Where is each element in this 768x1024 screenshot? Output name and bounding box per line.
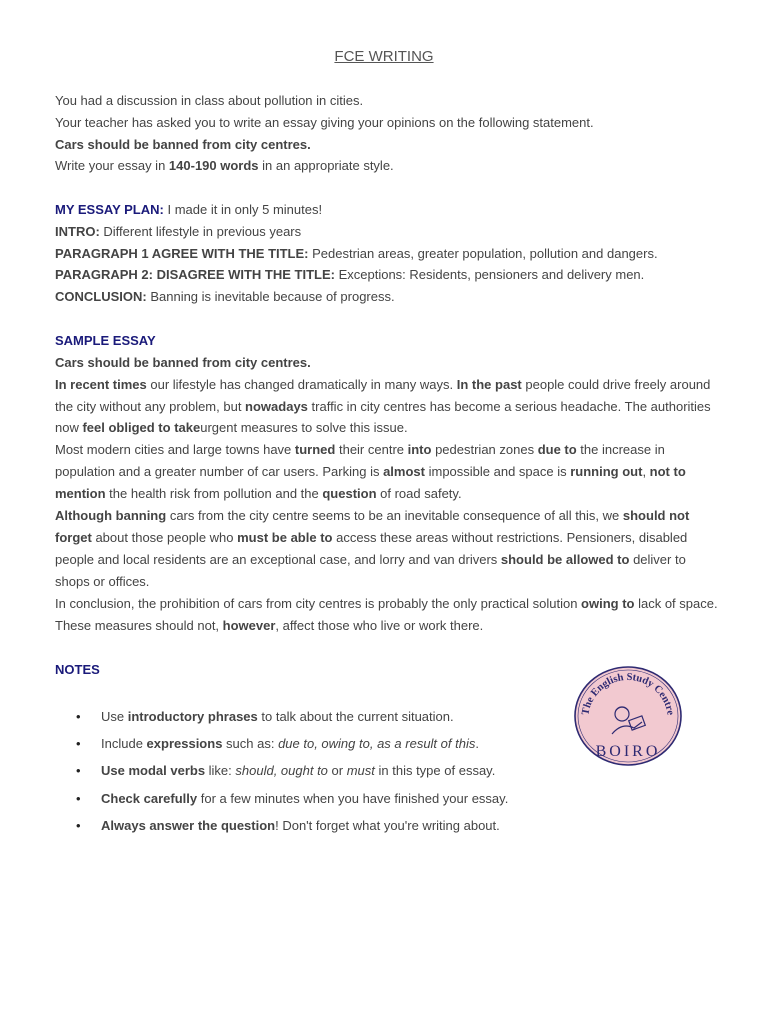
sample-essay [55, 330, 719, 636]
task-statement: Cars should be banned from city centres. [55, 136, 311, 152]
stamp-arc-text: The English Study Centre [580, 671, 676, 717]
bullet-icon: • [76, 736, 81, 752]
list-item: • Check carefully for a few minutes when you have finished your essay. [55, 785, 575, 812]
task-word-count: Write your essay in 140-190 words in an appropriate style. [55, 158, 394, 174]
plan-heading: MY ESSAY PLAN: I made it in only 5 minutes! [55, 202, 323, 217]
list-item: • Use introductory phrases to talk about the current situation. [55, 703, 575, 730]
essay-heading: SAMPLE ESSAY [55, 333, 156, 348]
plan-intro: INTRO: Different lifestyle in previous years [55, 223, 302, 239]
essay-paragraph: In recent times our lifestyle has changed dramatically in many ways. In the past people could drive freely around the city without any problem, but nowadays traffic in city centres has become a serious headache. The authorities now feel obliged to takeurgent measures to solve this issue. [55, 376, 711, 436]
task-line: You had a discussion in class about pollution in cities. [55, 93, 364, 108]
essay-paragraph: In conclusion, the prohibition of cars from city centres is probably the only practical solution owing to lack of space. These measures should not, however, affect those who live or work there. [55, 595, 718, 633]
essay-title: Cars should be banned from city centres. [55, 354, 311, 370]
essay-paragraph: Most modern cities and large towns have turned their centre into pedestrian zones due to the increase in population and a greater number of car users. Parking is almost impossible and space is running out, not to mention the health risk from pollution and the question of road safety. [55, 442, 686, 502]
list-item: • Include expressions such as: due to, owing to, as a result of this. [55, 730, 575, 757]
plan-paragraph-2: PARAGRAPH 2: DISAGREE WITH THE TITLE: Exceptions: Residents, pensioners and delivery men. [55, 267, 645, 283]
list-item: • Use modal verbs like: should, ought to or must in this type of essay. [55, 757, 575, 784]
school-stamp-logo [572, 664, 684, 768]
bullet-icon: • [76, 763, 81, 779]
notes-list [55, 703, 575, 839]
essay-paragraph: Although banning cars from the city centre seems to be an inevitable consequence of all this, we should not forget about those people who must be able to access these areas without restrictions. Pensioners, disabled people and local residents are an exceptional case, and lorry and van drivers should be allowed to deliver to shops or offices. [55, 508, 690, 589]
notes-heading: NOTES [55, 662, 100, 677]
essay-plan [55, 199, 725, 308]
list-item: • Always answer the question! Don't forget what you're writing about. [55, 812, 575, 839]
bullet-icon: • [76, 709, 81, 724]
bullet-icon: • [76, 790, 81, 806]
plan-conclusion: CONCLUSION: Banning is inevitable because of progress. [55, 289, 395, 305]
bullet-icon: • [76, 817, 81, 833]
task-line: Your teacher has asked you to write an essay giving your opinions on the following statement. [55, 114, 594, 130]
stamp-bottom-text: BOIRO [595, 743, 661, 760]
plan-paragraph-1: PARAGRAPH 1 AGREE WITH THE TITLE: Pedestrian areas, greater population, pollution and dangers. [55, 245, 658, 261]
page-title: FCE WRITING [334, 48, 434, 65]
task-instructions [55, 90, 725, 177]
